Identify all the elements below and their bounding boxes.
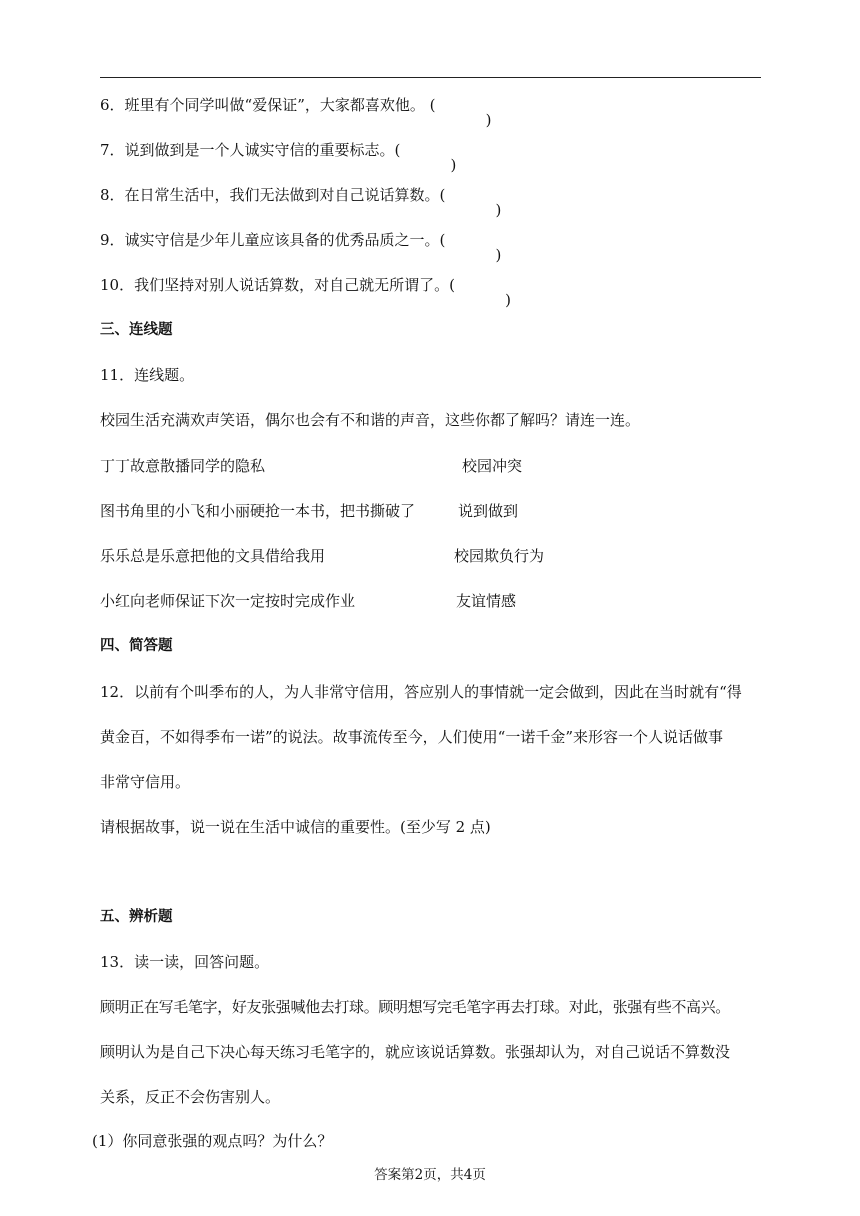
matching-left-item: 丁丁故意散播同学的隐私	[100, 457, 266, 475]
answer-blank: )	[495, 246, 502, 264]
page-footer: 答案第2页，共4页	[374, 1167, 486, 1183]
matching-intro: 校园生活充满欢声笑语，偶尔也会有不和谐的声音，这些你都了解吗？请连一连。	[100, 411, 641, 429]
header-rule	[100, 77, 761, 78]
matching-right-item: 说到做到	[458, 502, 519, 520]
matching-left-item: 图书角里的小飞和小丽硬抢一本书，把书撕破了	[100, 502, 416, 520]
matching-right-item: 校园冲突	[462, 457, 523, 475]
question-text: 10．我们坚持对别人说话算数，对自己就无所谓了。(	[100, 276, 455, 294]
matching-right-item: 友谊情感	[456, 592, 517, 610]
matching-left-item: 乐乐总是乐意把他的文具借给我用	[100, 547, 326, 565]
answer-blank: )	[485, 111, 492, 129]
question-12-prompt: 请根据故事，说一说在生活中诚信的重要性。(至少写 2 点)	[100, 818, 491, 836]
question-11: 11．连线题。	[100, 366, 195, 384]
question-text: 8．在日常生活中，我们无法做到对自己说话算数。(	[100, 186, 446, 204]
section-title: 三、连线题	[100, 322, 173, 338]
question-text: 7．说到做到是一个人诚实守信的重要标志。(	[100, 141, 401, 159]
question-6	[100, 95, 492, 129]
question-8	[100, 185, 502, 219]
question-13: 13．读一读，回答问题。	[100, 953, 270, 971]
sub-question-1: (1）你同意张强的观点吗？为什么？	[92, 1132, 333, 1150]
section-title: 五、辨析题	[100, 909, 173, 925]
question-12-line: 黄金百，不如得季布一诺”的说法。故事流传至今，人们使用“一诺千金”来形容一个人说话做事	[100, 728, 724, 746]
answer-blank: )	[450, 156, 457, 174]
question-12-line: 非常守信用。	[100, 773, 191, 791]
question-10	[100, 275, 511, 309]
passage-line: 关系，反正不会伤害别人。	[100, 1088, 281, 1106]
question-text: 6．班里有个同学叫做“爱保证”，大家都喜欢他。 (	[100, 96, 436, 114]
answer-blank: )	[495, 201, 502, 219]
section-title: 四、简答题	[100, 638, 173, 654]
question-text: 9．诚实守信是少年儿童应该具备的优秀品质之一。(	[100, 231, 446, 249]
answer-blank: )	[505, 291, 511, 309]
matching-left-item: 小红向老师保证下次一定按时完成作业	[100, 592, 356, 610]
passage-line: 顾明正在写毛笔字，好友张强喊他去打球。顾明想写完毛笔字再去打球。对此，张强有些不高兴。	[100, 998, 730, 1016]
matching-right-item: 校园欺负行为	[454, 547, 545, 565]
question-7	[100, 140, 457, 174]
question-9	[100, 230, 502, 264]
passage-line: 顾明认为是自己下决心每天练习毛笔字的，就应该说话算数。张强却认为，对自己说话不算数没	[100, 1043, 731, 1061]
question-12-line: 12．以前有个叫季布的人，为人非常守信用，答应别人的事情就一定会做到，因此在当时就有“得	[100, 683, 742, 701]
